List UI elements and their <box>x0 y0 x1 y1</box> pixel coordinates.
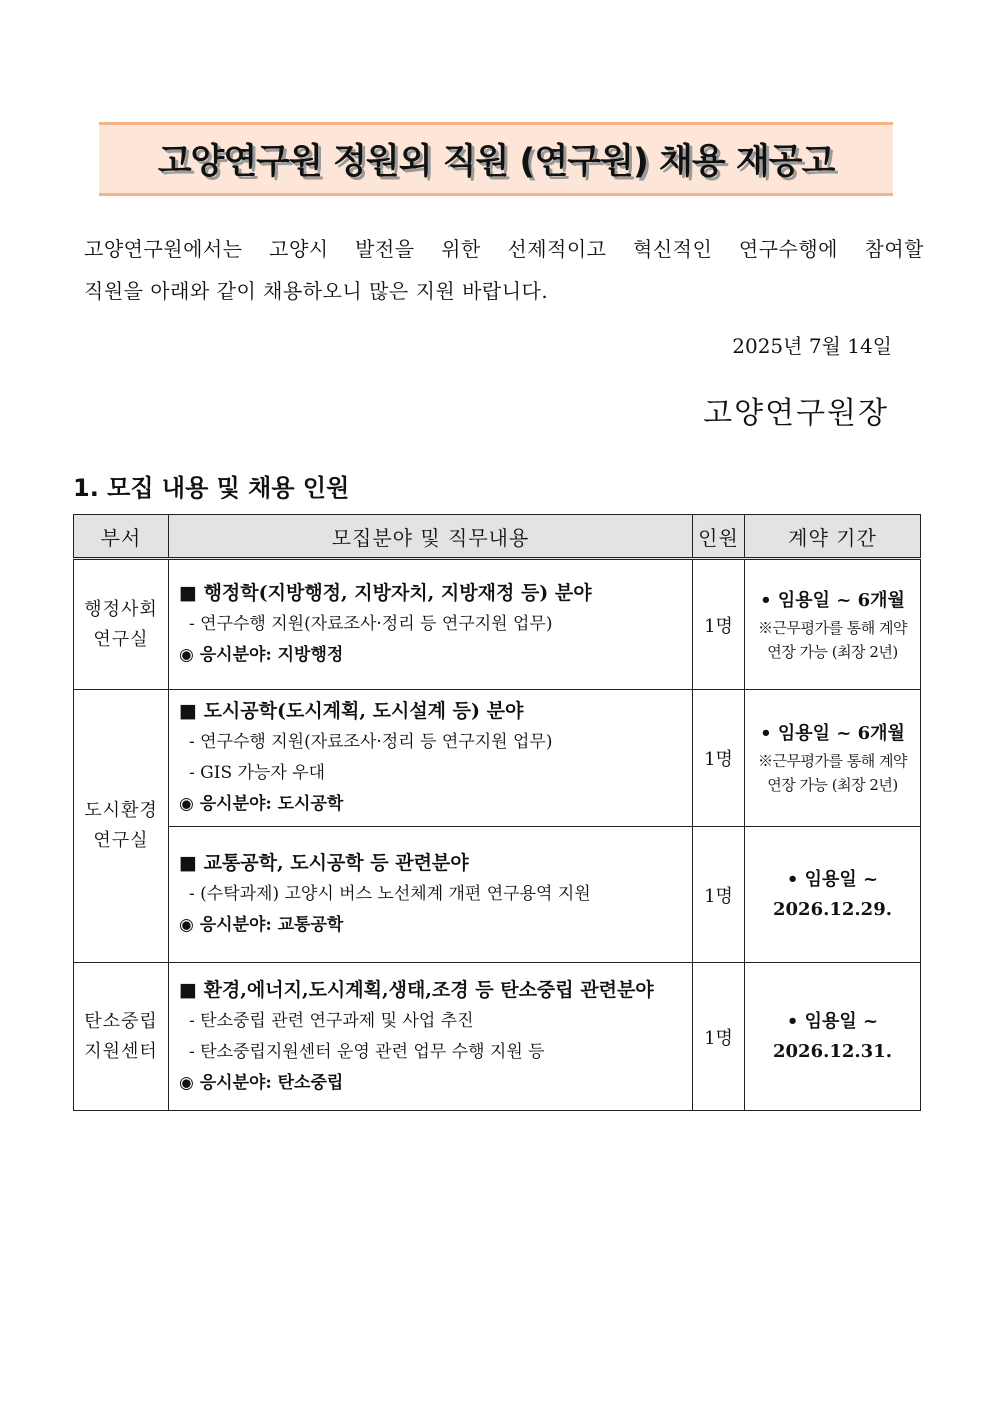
headcount-cell: 1명 <box>693 827 745 963</box>
duty-item: - 탄소중립지원센터 운영 관련 업무 수행 지원 등 <box>189 1041 545 1062</box>
title-banner <box>99 122 893 196</box>
period-cell: • 임용일 ~ 6개월 ※근무평가를 통해 계약 연장 가능 (최장 2년) <box>745 690 921 827</box>
duty-item: - 탄소중립 관련 연구과제 및 사업 추진 <box>189 1010 474 1031</box>
duty-item: - GIS 가능자 우대 <box>189 763 326 783</box>
headcount-cell: 1명 <box>693 963 745 1111</box>
intro-line: 직원을 아래와 같이 채용하오니 많은 지원 바랍니다. <box>84 279 549 303</box>
column-header: 부서 <box>74 515 169 559</box>
recruitment-table <box>73 514 921 1111</box>
intro-line: 고양연구원에서는 고양시 발전을 위한 선제적이고 혁신적인 연구수행에 참여할 <box>84 237 924 261</box>
column-header: 계약 기간 <box>745 515 921 559</box>
field-title: ■ 교통공학, 도시공학 등 관련분야 <box>179 852 469 874</box>
table-row <box>74 559 921 690</box>
field-cell <box>169 690 693 827</box>
headcount-cell: 1명 <box>693 559 745 690</box>
table-header-row <box>74 515 921 559</box>
table-row <box>74 827 921 963</box>
table-row <box>74 690 921 827</box>
period-cell: • 임용일 ~ 6개월 ※근무평가를 통해 계약 연장 가능 (최장 2년) <box>745 559 921 690</box>
table-row <box>74 963 921 1111</box>
dept-cell: 행정사회 연구실 <box>74 559 169 690</box>
field-cell <box>169 559 693 690</box>
headcount-cell: 1명 <box>693 690 745 827</box>
duty-item: - 연구수행 지원(자료조사·정리 등 연구지원 업무) <box>189 614 553 634</box>
period-cell: • 임용일 ~ 2026.12.29. <box>745 827 921 963</box>
intro-paragraph <box>84 228 924 312</box>
dept-cell: 도시환경 연구실 <box>74 690 169 963</box>
document-title: 고양연구원 정원외 직원 (연구원) 채용 재공고 <box>157 142 835 182</box>
apply-field: ◉ 응시분야: 탄소중립 <box>179 1072 344 1093</box>
column-header: 모집분야 및 직무내용 <box>169 515 693 559</box>
field-title: ■ 환경,에너지,도시계획,생태,조경 등 탄소중립 관련분야 <box>179 978 654 1001</box>
field-cell <box>169 963 693 1111</box>
field-title: ■ 행정학(지방행정, 지방자치, 지방재정 등) 분야 <box>179 582 592 604</box>
apply-field: ◉ 응시분야: 교통공학 <box>179 915 344 935</box>
announcement-date: 2025년 7월 14일 <box>732 334 892 358</box>
duty-item: - (수탁과제) 고양시 버스 노선체계 개편 연구용역 지원 <box>189 884 591 904</box>
apply-field: ◉ 응시분야: 도시공학 <box>179 794 344 814</box>
apply-field: ◉ 응시분야: 지방행정 <box>179 645 344 665</box>
duty-item: - 연구수행 지원(자료조사·정리 등 연구지원 업무) <box>189 732 553 752</box>
section-heading: 1. 모집 내용 및 채용 인원 <box>73 474 350 502</box>
field-cell <box>169 827 693 963</box>
period-cell: • 임용일 ~ 2026.12.31. <box>745 963 921 1111</box>
field-title: ■ 도시공학(도시계획, 도시설계 등) 분야 <box>179 700 524 722</box>
dept-cell: 탄소중립 지원센터 <box>74 963 169 1111</box>
signer: 고양연구원장 <box>703 396 889 431</box>
column-header: 인원 <box>693 515 745 559</box>
